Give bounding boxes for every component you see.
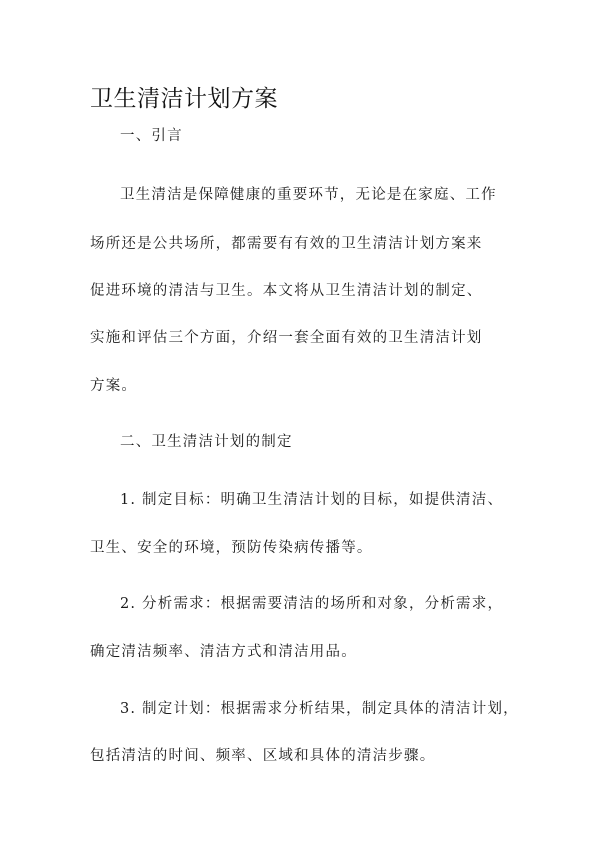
intro-paragraph-line-5: 方案。 bbox=[90, 378, 138, 394]
item-3-line-1: 3. 制定计划：根据需求分析结果，制定具体的清洁计划， bbox=[120, 701, 519, 717]
intro-paragraph-line-1: 卫生清洁是保障健康的重要环节，无论是在家庭、工作 bbox=[120, 187, 497, 203]
item-2-line-2: 确定清洁频率、清洁方式和清洁用品。 bbox=[90, 644, 357, 660]
item-2-line-1: 2. 分析需求：根据需要清洁的场所和对象，分析需求， bbox=[120, 596, 504, 612]
item-1-line-2: 卫生、安全的环境，预防传染病传播等。 bbox=[90, 540, 373, 556]
intro-paragraph-line-4: 实施和评估三个方面，介绍一套全面有效的卫生清洁计划 bbox=[90, 330, 483, 346]
section-heading-plan: 二、卫生清洁计划的制定 bbox=[120, 434, 293, 450]
document-title: 卫生清洁计划方案 bbox=[90, 86, 278, 112]
section-heading-intro: 一、引言 bbox=[120, 128, 183, 144]
item-1-line-1: 1. 制定目标：明确卫生清洁计划的目标，如提供清洁、 bbox=[120, 492, 504, 508]
item-3-line-2: 包括清洁的时间、频率、区域和具体的清洁步骤。 bbox=[90, 748, 436, 764]
intro-paragraph-line-3: 促进环境的清洁与卫生。本文将从卫生清洁计划的制定、 bbox=[90, 283, 483, 299]
intro-paragraph-line-2: 场所还是公共场所，都需要有有效的卫生清洁计划方案来 bbox=[90, 236, 483, 252]
